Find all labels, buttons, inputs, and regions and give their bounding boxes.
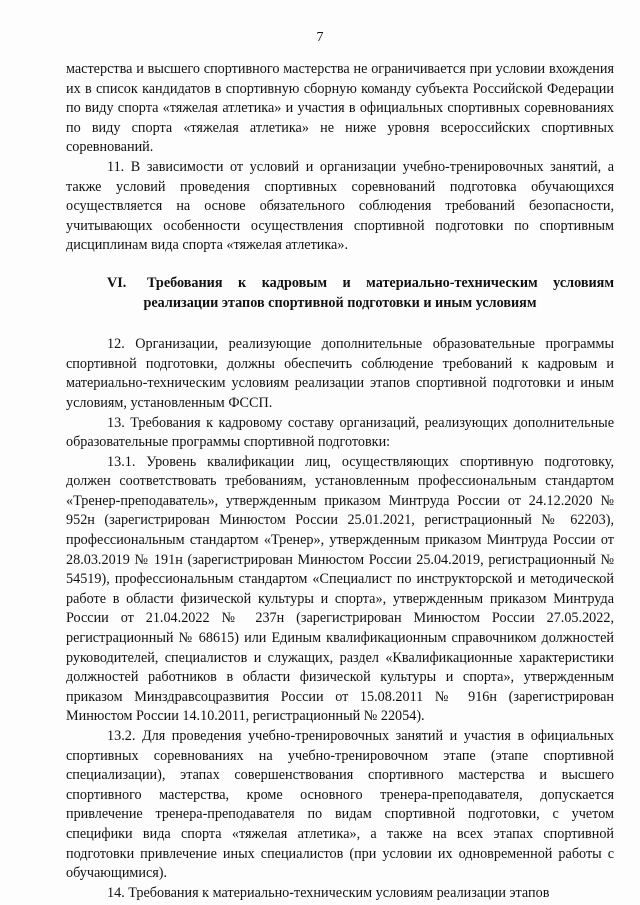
- paragraph-11: 11. В зависимости от условий и организации учебно-тренировочных занятий, а также условий проведения спортивных соревнований подготовка обучающихся осуществляется на основе обязательного соблюдения требований безопасности, учитывающих особенности осуществления спортивной подготовки по спортивным дисциплинам вида спорта «тяжелая атлетика».: [66, 158, 614, 254]
- document-body: [66, 60, 614, 903]
- section-number: VI.: [107, 274, 127, 291]
- paragraph-14: 14. Требования к материально-техническим условиям реализации этапов: [107, 884, 550, 901]
- paragraph-continuation: мастерства и высшего спортивного мастерства не ограничивается при условии вхождения их в список кандидатов в спортивную сборную команду субъекта Российской Федерации по виду спорта «тяжелая атлетика» и участия в официальных спортивных соревнованиях по виду спорта «тяжелая атлетика» не ниже уровня всероссийских спортивных соревнований.: [66, 61, 614, 156]
- page-number: 7: [316, 30, 324, 45]
- section-title-line2: реализации этапов спортивной подготовки и иным условиям: [143, 294, 537, 311]
- paragraph-12: 12. Организации, реализующие дополнительные образовательные программы спортивной подготовки, должны обеспечить соблюдение требований к кадровым и материально-техническим условиям реализации этапов спортивной подготовки и иным условиям, установленным ФССП.: [66, 336, 614, 411]
- section-title-line1: Требования к кадровым и материально-техническим условиям: [147, 274, 614, 291]
- paragraph-13-1: 13.1. Уровень квалификации лиц, осуществляющих спортивную подготовку, должен соответствовать требованиям, установленным профессиональным стандартом «Тренер-преподаватель», утвержденным приказом Минтруда России от 24.12.2020 № 952н (зарегистрирован Минюстом России 25.01.2021, регистрационный № 62203), профессиональным стандартом «Тренер», утвержденным приказом Минтруда России от 28.03.2019 № 191н (зарегистрирован Минюстом России 25.04.2019, регистрационный № 54519), профессиональным стандартом «Специалист по инструкторской и методической работе в области физической культуры и спорта», утвержденным приказом Минтруда России от 21.04.2022 № 237н (зарегистрирован Минюстом России 27.05.2022, регистрационный № 68615) или Единым квалификационным справочником должностей руководителей, специалистов и служащих, раздел «Квалификационные характеристики должностей работников в области физической культуры и спорта», утвержденным приказом Минздравсоцразвития России от 15.08.2011 № 916н (зарегистрирован Минюстом России 14.10.2011, регистрационный № 22054).: [66, 453, 614, 725]
- section-heading: [66, 274, 614, 313]
- paragraph-13: 13. Требования к кадровому составу организаций, реализующих дополнительные образовательные программы спортивной подготовки:: [66, 414, 614, 451]
- paragraph-13-2: 13.2. Для проведения учебно-тренировочных занятий и участия в официальных спортивных соревнованиях на учебно-тренировочном этапе (этапе спортивной специализации), этапах совершенствования спортивного мастерства и высшего спортивного мастерства, кроме основного тренера-преподавателя, допускается привлечение тренера-преподавателя по видам спортивной подготовки, с учетом специфики вида спорта «тяжелая атлетика», а также на всех этапах спортивной подготовки привлечение иных специалистов (при условии их одновременной работы с обучающимися).: [66, 728, 614, 882]
- section-heading-line1: [66, 274, 614, 294]
